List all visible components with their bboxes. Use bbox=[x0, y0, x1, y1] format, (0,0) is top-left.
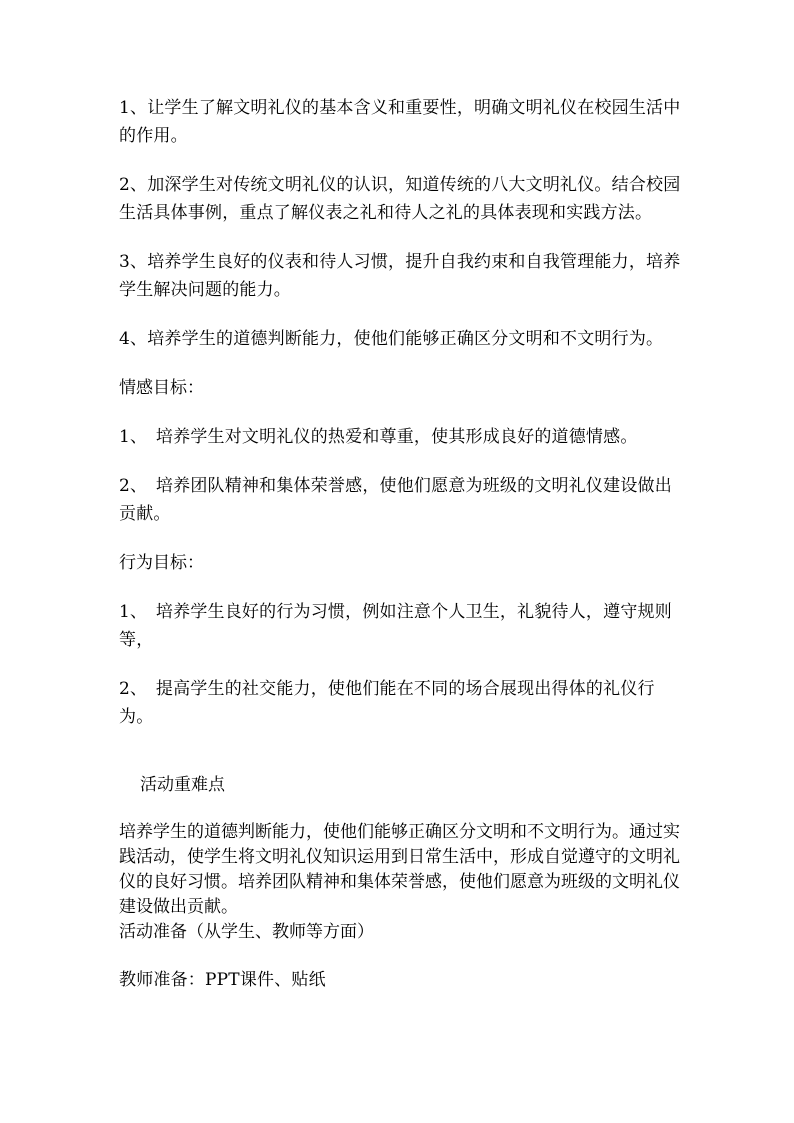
behavior-goal-2: 2、 提高学生的社交能力，使他们能在不同的场合展现出得体的礼仪行为。 bbox=[119, 679, 655, 727]
behavior-goal-1: 1、 培养学生良好的行为习惯，例如注意个人卫生，礼貌待人，遵守规则等， bbox=[119, 602, 672, 650]
key-points-body: 培养学生的道德判断能力，使他们能够正确区分文明和不文明行为。通过实践活动，使学生将文明礼仪知识运用到日常生活中，形成自觉遵守的文明礼仪的良好习惯。培养团队精神和集体荣誉感，使他们愿意为班级的文明礼仪建设做出贡献。 bbox=[119, 822, 680, 917]
knowledge-goal-4: 4、培养学生的道德判断能力，使他们能够正确区分文明和不文明行为。 bbox=[119, 329, 664, 349]
document-page bbox=[119, 94, 685, 1015]
preparation-heading: 活动准备（从学生、教师等方面） bbox=[119, 922, 374, 942]
knowledge-goal-3: 3、培养学生良好的仪表和待人习惯，提升自我约束和自我管理能力，培养学生解决问题的能力。 bbox=[119, 252, 681, 300]
emotion-goal-1: 1、 培养学生对文明礼仪的热爱和尊重，使其形成良好的道德情感。 bbox=[119, 427, 638, 447]
key-points-heading: 活动重难点 bbox=[140, 775, 225, 795]
emotion-goal-2: 2、 培养团队精神和集体荣誉感，使他们愿意为班级的文明礼仪建设做出贡献。 bbox=[119, 476, 672, 524]
knowledge-goal-2: 2、加深学生对传统文明礼仪的认识，知道传统的八大文明礼仪。结合校园生活具体事例，重点了解仪表之礼和待人之礼的具体表现和实践方法。 bbox=[119, 175, 681, 223]
teacher-preparation: 教师准备：PPT课件、贴纸 bbox=[119, 970, 326, 990]
behavior-goals-heading: 行为目标： bbox=[119, 553, 204, 573]
knowledge-goal-1: 1、让学生了解文明礼仪的基本含义和重要性，明确文明礼仪在校园生活中的作用。 bbox=[119, 98, 681, 146]
emotion-goals-heading: 情感目标： bbox=[119, 378, 204, 398]
